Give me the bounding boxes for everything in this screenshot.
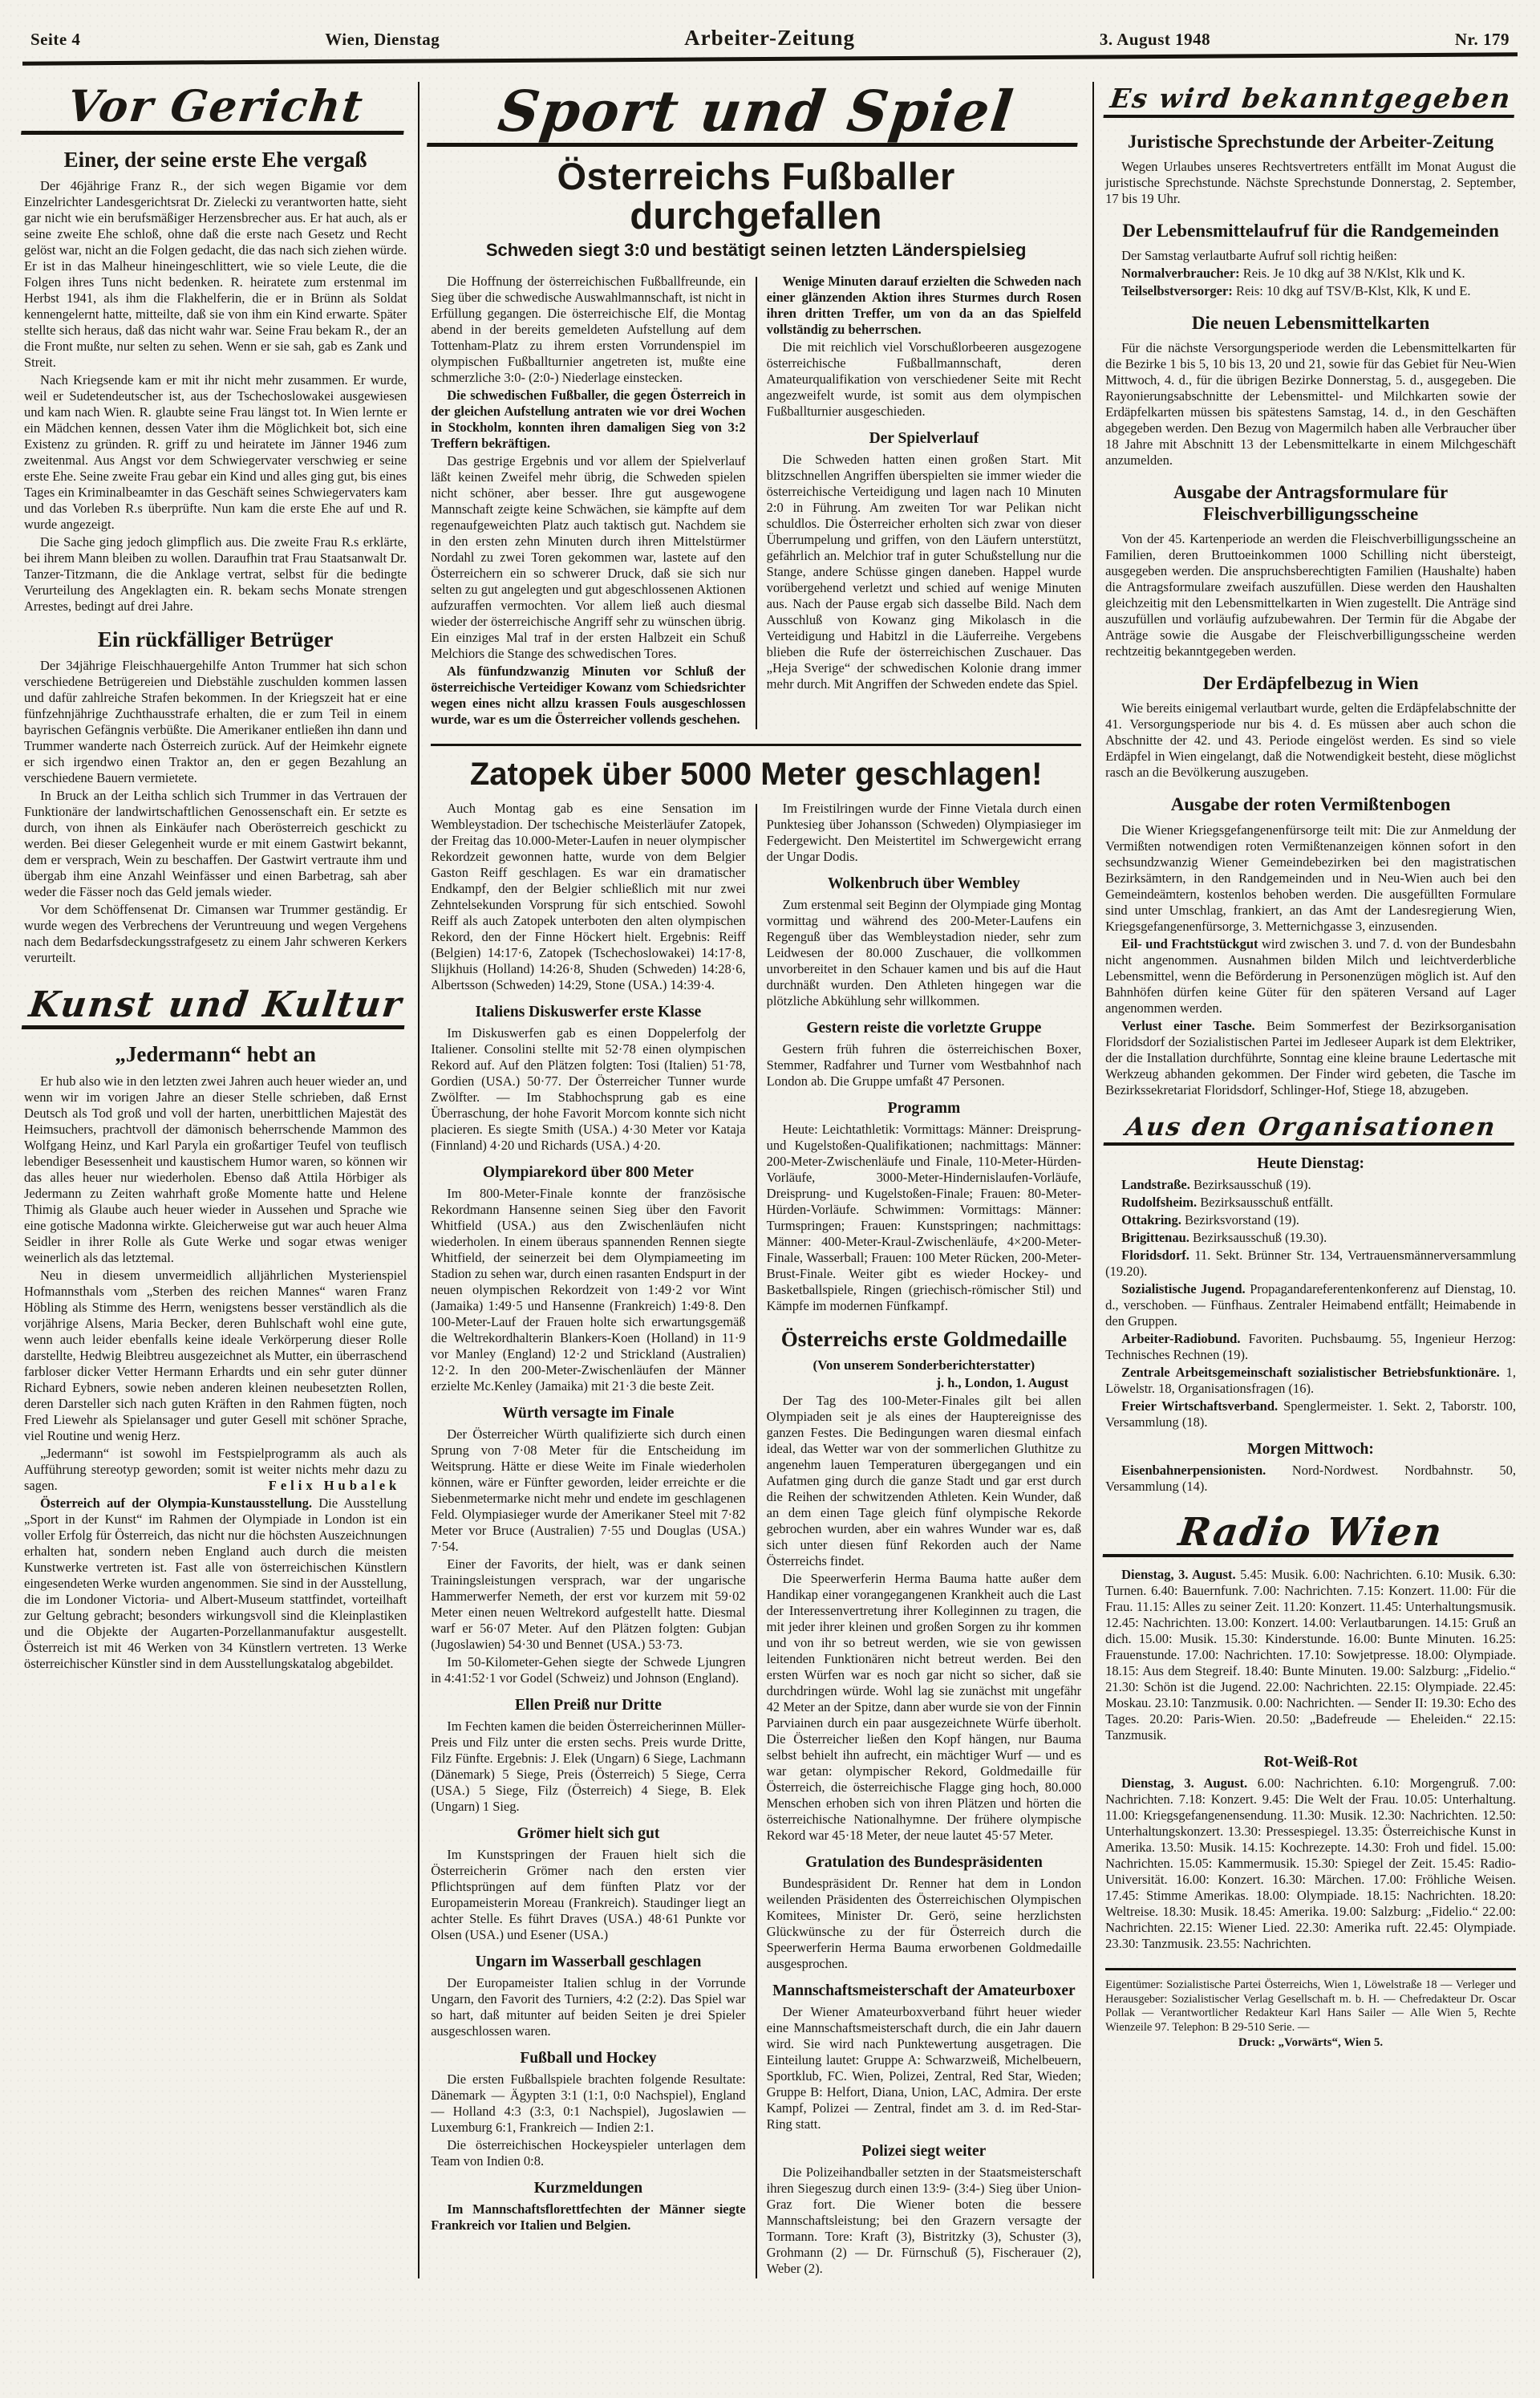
section-subhead: Italiens Diskuswerfer erste Klasse [475,1004,702,1021]
article-paragraph: Floridsdorf. 11. Sekt. Brünner Str. 134, Vertrauensmännerversammlung (19.20). [1105,1248,1516,1280]
announcements-column [1094,82,1518,2278]
section-heading-radio-wien: Radio Wien [1103,1512,1519,1557]
article-paragraph: Von der 45. Kartenperiode an werden die Fleischverbilligungsscheine an Familien, deren Bruttoeinkommen 1000 Schilling nicht übersteigt, ausgegeben werden. Die anspruchsberechtigten Familien (Haushalte) haben die Antragsformulare zweifach auszufüllen. Diese werden den Haushalten gleichzeitig mit den Lebensmittelkarten in Wien zugestellt. Die Anträge sind auszufüllen und vorläufig aufzubewahren. Der Termin für die Abgabe der Anträge sowie die Ausgabe der Fleischverbilligungsscheine werden rechtzeitig bekanntgegeben werden. [1105,531,1516,659]
court-articles [24,148,407,966]
article-paragraph: Auch Montag gab es eine Sensation im Wembleystadion. Der tschechische Meisterläufer Zatopek, der Freitag das 10.000-Meter-Laufen in neuer olympischer Rekordzeit gewonnen hatte, wurde von dem Belgier Gaston Reiff geschlagen. Es war ein dramatischer Endkampf, den der Belgier schließlich mit nur zwei Zehntelsekunden Vorsprung für sich entschied. Sowohl Reiff als auch Zatopek unterboten den alten olympischen Rekord, den der Finne Höckert hielt. Ergebnis: Reiff (Belgien) 14:17·6, Zatopek (Tschechoslowakei) 14:17·8, Slijkhuis (Holland) 14:26·8, Shuden (Schweden) 14:28·6, Albertsson (Schweden) 14:29, Stone (USA.) 14:39·4. [431,801,746,993]
masthead-date: 3. August 1948 [1099,30,1211,49]
article-paragraph: Bundespräsident Dr. Renner hat dem in London weilenden Präsidenten des Österreichischen Olympischen Komitees, Minister Dr. Gerö, seine herzlichsten Glückwünsche zu der für Österreich durch die Speerwerferin Herma Bauma erworbenen Goldmedaille ausgesprochen. [766,1876,1082,1972]
section-subhead: Gratulation des Bundespräsidenten [804,1854,1043,1872]
court-culture-column [22,82,418,2278]
masthead-place-day: Wien, Dienstag [325,30,440,49]
announcement-headline: Ausgabe der roten Vermißtenbogen [1170,794,1451,815]
dateline: j. h., London, 1. August [936,1375,1069,1391]
section-subhead: Wolkenbruch über Wembley [827,875,1020,893]
article-paragraph: Im Diskuswerfen gab es einen Doppelerfolg der Italiener. Consolini stellte mit 52·78 einen olympischen Rekord auf. Auf den Plätzen folgten: Tosi (Italien) 51·78, Gordien (USA.) 50·77. Der Österreicher Tunner wurde Zwölfter. — Im Stabhochsprung gab es eine Überraschung, der hohe Favorit Morcom konnte sich nicht placieren. Es siegte Smith (USA.) 4·30 Meter vor Kataja (Finnland) 4·20 und Richards (USA.) 4·20. [431,1025,746,1154]
section-subhead: Olympiarekord über 800 Meter [482,1164,694,1182]
article-paragraph: Die Polizeihandballer setzten in der Staatsmeisterschaft ihren Siegeszug durch einen 13:9- (3:4-) Sieg über Union-Graz fort. Die Wiener boten die bessere Mannschaftsleistung; bei den Grazern versagte der Tormann. Tore: Kraft (3), Bistritzky (3), Schuster (3), Grohmann (2) — Dr. Fürnschuß (5), Fischerauer (2), Weber (2). [766,2165,1082,2277]
imprint [1105,1968,1516,2050]
article-paragraph: Dienstag, 3. August. 5.45: Musik. 6.00: Nachrichten. 6.10: Musik. 6.30: Turnen. 6.40: Bauernfunk. 7.00: Nachrichten. 7.15: Konzert. 11.00: Für die Frau. 11.15: Alles zu seiner Zeit. 11.20: Konzert. 11.45: Unterhaltungsmusik. 12.45: Nachrichten. 13.00: Konzert. 14.00: Verlautbarungen. 14.15: Gruß an dich. 15.00: Musik. 15.30: Kinderstunde. 16.00: Bunte Minuten. 16.25: Frauenstunde. 17.00: Nachrichten. 17.10: Sowjetpresse. 18.00: Olympiade. 18.15: Aus dem Stegreif. 18.40: Bunte Minuten. 19.00: Salzburg: „Fidelio.“ 21.30: Schön ist die Jugend. 22.00: Nachrichten. 22.15: Olympiade. 22.45: Moskau. 23.10: Tanzmusik. 0.00: Nachrichten. — Sender II: 19.30: Echo des Tages. 20.20: Paris-Wien. 20.50: „Badefreude — Eheleiden.“ 22.15: Tanzmusik. [1105,1567,1516,1743]
football-article [431,274,1081,729]
sport-section [419,78,1092,2278]
article-paragraph: Ottakring. Bezirksvorstand (19). [1121,1212,1299,1228]
announcement-headline: Ausgabe der Antragsformulare für Fleischverbilligungsscheine [1173,482,1449,525]
article-paragraph: Die Schweden hatten einen großen Start. Mit blitzschnellen Angriffen überspielten sie immer wieder die österreichische Verteidigung und lagen nach 10 Minuten 2:0 in Führung. Am zweiten Tor war Pelikan nicht schuldlos. Die Österreicher erholten sich zwar von dieser Überrumpelung und griffen, von den Läufern unterstützt, gefährlich an. Melchior traf in guter Schußstellung nur die Stange, andere Schüsse gingen daneben. Happel wurde vorübergehend verletzt und schied auf wenige Minuten aus. Nach der Pause ergab sich dasselbe Bild. Nach dem Ausschluß von Kowanz ging Mikolasch in die Verteidigung und Habitzl in die Läuferreihe. Vergebens blieben die Rufe der österreichischen Zuschauer. Das „Heja Sverige“ der schwedischen Kolonie drang immer mehr durch. Mit Angriffen der Schweden endete das Spiel. [766,452,1082,692]
section-subhead: Gestern reiste die vorletzte Gruppe [806,1020,1042,1037]
imprint-text: Eigentümer: Sozialistische Partei Österreichs, Wien 1, Löwelstraße 18 — Verleger und Herausgeber: Sozialistischer Verlag Gesellschaft m. b. H. — Chefredakteur Dr. Oscar Pollak — Verantwortlicher Redakteur Karl Hans Sailer — Alle Wien 5, Rechte Wienzeile 97. Telephon: B 29-510 Serie. — [1105,1978,1516,2034]
section-subhead: Fußball und Hockey [520,2050,657,2067]
article-paragraph: Im 50-Kilometer-Gehen siegte der Schwede Ljungren in 4:41:52·1 vor Godel (Schweiz) und Johnson (England). [431,1654,746,1686]
section-subhead: Würth versagte im Finale [502,1405,675,1422]
imprint-printer: Druck: „Vorwärts“, Wien 5. [1238,2036,1384,2050]
article-paragraph: Die Speerwerferin Herma Bauma hatte außer dem Handikap einer vorangegangenen Krankheit auch die Last der Interessenvertretung ihrer Kolleginnen zu tragen, die mit jeder ihrer kleinen und großen Sorgen zu ihr kommen und von ihr so betreut werden, wie sie von gewissen leitenden Funktionären nicht betreut werden. Bei den ersten Würfen war es noch gar nicht so sicher, daß sie durchdringen würde. Wohl lag sie zunächst mit ungefähr 42 Meter an der Spitze, dann aber wurde sie von der Finnin Parviainen durch ein paar ausgezeichnete Würfe überholt. Die Österreicher ließen den Kopf hängen, nur Bauma selbst behielt ihn aufrecht, ein mächtiger Wurf — und es war getan: olympischer Rekord, Goldmedaille für Österreich, die österreichische Flagge ging hoch, 80.000 Menschen erhoben sich von ihren Plätzen und hörten die österreichische Nationalhymne. Der frühere olympische Rekord war 45·18 Meter, der neue lautet 45·57 Meter. [766,1571,1082,1844]
article-paragraph: Der Europameister Italien schlug in der Vorrunde Ungarn, den Favorit des Turniers, 4:2 (2:2). Das Spiel war so hart, daß mitunter auf beiden Seiten je drei Spieler ausgeschlossen waren. [431,1975,746,2039]
article-paragraph: Im Kunstspringen der Frauen hielt sich die Österreicherin Grömer nach den ersten vier Pflichtsprüngen auf dem fünften Platz vor der Europameisterin Moreau (Frankreich). Staudinger liegt an achter Stelle. Es führt Draves (USA.) 48·61 Punkte vor Olsen (USA.) und Esener (USA.) [431,1847,746,1943]
section-subhead: Heute Dienstag: [1257,1155,1364,1173]
page-content [22,78,1518,2278]
section-subhead: Grömer hielt sich gut [517,1825,660,1843]
article-paragraph: Der Österreicher Würth qualifizierte sich durch einen Sprung von 7·08 Meter für die Entscheidung im Weitsprung. Hätte er diese Weite im Finale wiederholen können, wäre er Fünfter geworden, leider erreichte er die Siebenmetermarke nicht mehr und endete im geschlagenen Feld. Olympiasieger wurde der Amerikaner Steel mit 7·82 Meter vor Bruce (Australien) 7·55 und Douglas (USA.) 7·54. [431,1426,746,1555]
football-column-left [431,274,755,729]
announcement-articles [1105,131,1516,1098]
article-paragraph: Für die nächste Versorgungsperiode werden die Lebensmittelkarten für die Bezirke 1 bis 5, 10 bis 13, 20 und 21, sowie für das Gebiet für Neu-Wien Mittwoch, 4. d., für die übrigen Bezirke Donnerstag, 5. d., ausgegeben. Die Rayonierungsabschnitte der Lebensmittel- und Milchkarten sowie der Erdäpfelkarten müssen bis spätestens Samstag, 14. d., in den Geschäften abgegeben werden. Den Bezug von Magermilch haben alle Verbraucher über 18 Jahre mit Abschnitt 13 der Lebensmittelkarte in einem Milchgeschäft anzumelden. [1105,340,1516,469]
article-paragraph: Arbeiter-Radiobund. Favoriten. Puchsbaumg. 55, Ingenieur Herzog: Technisches Rechnen (19). [1105,1331,1516,1363]
article-paragraph: Die ersten Fußballspiele brachten folgende Resultate: Dänemark — Ägypten 3:1 (1:1, 0:0 Nachspiel), England — Holland 4:3 (3:3, 0:1 Nachspiel), Jugoslawien — Luxemburg 6:1, Frankreich — Indien 2:1. [431,2071,746,2136]
section-subhead: Mannschaftsmeisterschaft der Amateurboxer [772,1982,1076,2000]
section-subhead: Der Spielverlauf [869,430,979,448]
article-paragraph: Dienstag, 3. August. 6.00: Nachrichten. 6.10: Morgengruß. 7.00: Nachrichten. 7.18: Konzert. 9.45: Die Welt der Frau. 10.05: Unterhaltung. 11.00: Kriegsgefangenensendung. 11.30: Musik. 12.30: Nachrichten. 12.50: Unterhaltungskonzert. 13.30: Pressespiegel. 13.35: Österreichische Kunst in Amerika. 13.50: Musik. 14.15: Kochrezepte. 14.30: Froh und fidel. 15.00: Nachrichten. 15.05: Kammermusik. 15.30: Spiegel der Zeit. 15.45: Radio-Universität. 16.00: Konzert. 16.30: Märchen. 17.00: Fröhliche Weisen. 17.45: Stimme Amerikas. 18.00: Olympiade. 18.15: Nachrichten. 18.20: Weltreise. 18.30: Musik. 18.45: Amerika. 19.00: Salzburg: „Fidelio.“ 22.00: Nachrichten. 22.15: Wiener Lied. 22.30: Amerika ruft. 22.45: Olympiade. 23.30: Tanzmusik. 23.55: Nachrichten. [1105,1775,1516,1952]
article-headline: Österreichs erste Goldmedaille [780,1327,1068,1352]
section-heading-kunst-und-kultur: Kunst und Kultur [22,987,410,1029]
byline: (Von unserem Sonderberichterstatter) [813,1357,1035,1373]
section-heading-vor-gericht: Vor Gericht [21,83,410,135]
article-paragraph: Sozialistische Jugend. Propagandareferentenkonferenz auf Dienstag, 10. d., verschoben. — Fünfhaus. Zentraler Heimabend entfällt; Heimabende in den Gruppen. [1105,1281,1516,1329]
article-paragraph: Zentrale Arbeitsgemeinschaft sozialistischer Betriebsfunktionäre. 1, Löwelstr. 18, Organisationsfragen (16). [1105,1365,1516,1397]
announcement-headline: Der Lebensmittelaufruf für die Randgemeinden [1122,220,1499,241]
article-paragraph: Die mit reichlich viel Vorschußlorbeeren ausgezogene österreichische Fußballmannschaft, deren Amateurqualifikation von verschiedener Seite mit Recht angezweifelt wurde, ist somit aus dem olympischen Fußballturnier ausgeschieden. [766,339,1082,420]
article-paragraph: Die Sache ging jedoch glimpflich aus. Die zweite Frau R.s erklärte, bei ihrem Mann bleiben zu wollen. Daraufhin trat Frau Staatsanwalt Dr. Tanzer-Titzmann, die die Anklage vertrat, selbst für die bedingte Verurteilung des Angeklagten ein. R. bekam sechs Monate strengen Arrestes, bedingt auf drei Jahre. [24,534,407,614]
article-paragraph: Normalverbraucher: Reis. Je 10 dkg auf 38 N/Klst, Klk und K. [1121,265,1465,281]
article-paragraph: Im Freistilringen wurde der Finne Vietala durch einen Punktesieg über Johansson (Schweden) Olympiasieger im Federgewicht. Den Meistertitel im Schwergewicht errang der Ungar Dodis. [766,801,1082,865]
masthead [22,14,1518,55]
section-subhead: Polizei siegt weiter [861,2143,987,2161]
section-heading-es-wird-bekanntgegeben: Es wird bekanntgegeben [1104,85,1518,118]
section-subhead: Kurzmeldungen [533,2180,643,2197]
article-headline: „Jedermann“ hebt an [115,1042,316,1067]
article-paragraph: Er hub also wie in den letzten zwei Jahren auch heuer wieder an, und wenn wir im vorigen Jahre an dieser Stelle schrieben, daß Ernst Deutsch als Tod groß und voll der harten, unerbittlichen Majestät des Heimsuchers, prachtvoll der dämonisch beherrschende Mammon des Wolfgang Heinz, und Karl Paryla ein großartiger Teufel von teuflisch lebendiger Besessenheit und kaustischem Humor waren, so können wir das alles heuer nur wiederholen. Ebenso daß Attila Hörbiger als Jedermann zu Zeiten wahrhaft große Momente hatte und Helene Thimig als Glaube auch heuer wieder in Aussehen und Sprache wie eine gotische Madonna wirkte. Gleicherweise gut war auch heuer Alma Seidler in ihrer Rolle als Gute Werke und sogar etwas weniger weinerlich als das letztemal. [24,1073,407,1265]
article-paragraph: Brigittenau. Bezirksausschuß (19.30). [1121,1230,1327,1246]
zatopek-headline: Zatopek über 5000 Meter geschlagen! [431,744,1081,791]
article-paragraph: Österreich auf der Olympia-Kunstausstellung. Die Ausstellung „Sport in der Kunst“ im Rahmen der Olympiade in London ist ein voller Erfolg für Österreich, das nicht nur die höchsten Auszeichnungen erhalten hat, sondern neben England auch durch die meisten Kunstwerke vertreten ist. Fast alle von österreichischen Künstlern eingesendeten Werke wurden angenommen. Sie sind in der Ausstellung, die im Londoner Victoria- und Albert-Museum stattfindet, vorteilhaft zur Geltung gebracht; besonders wirkungsvoll sind die Kleinplastiken und die Objekte der Augarten-Porzellanmanufaktur ausgestellt. Österreich ist mit 46 Werken von 34 Künstlern vertreten. 13 Werke österreichischer Künstler sind in dem Ausstellungskatalog abgebildet. [24,1495,407,1671]
article-paragraph: Im Fechten kamen die beiden Österreicherinnen Müller-Preis und Filz unter die ersten sechs. Preis wurde Dritte, Filz Fünfte. Ergebnis: J. Elek (Ungarn) 6 Siege, Lachmann (Dänemark) 5 Siege, Preis (Österreich) 5 Siege, Cerra (USA.) 5 Siege, Filz (Österreich) 4 Siege, B. Elek (Ungarn) 1 Sieg. [431,1718,746,1815]
article-paragraph: Wenige Minuten darauf erzielten die Schweden nach einer glänzenden Aktion ihres Sturmes durch Rosen ihren dritten Treffer, um von da an das Spielfeld vollständig zu beherrschen. [766,274,1082,338]
football-subhead: Schweden siegt 3:0 und bestätigt seinen letzten Länderspielsieg [485,240,1027,261]
announcement-headline: Juristische Sprechstunde der Arbeiter-Zeitung [1127,131,1494,152]
football-column-right [757,274,1081,729]
section-subhead: Morgen Mittwoch: [1247,1441,1374,1459]
article-paragraph: Vor dem Schöffensenat Dr. Cimansen war Trummer geständig. Er wurde wegen des Verbrechens der Veruntreuung und wegen Vergehens nach dem Bedarfsdeckungsstrafgesetz zu einem Jahr schweren Kerkers verurteilt. [24,902,407,966]
article-paragraph: Der Samstag verlautbarte Aufruf soll richtig heißen: [1121,247,1397,263]
article-paragraph: Wegen Urlaubes unseres Rechtsvertreters entfällt im Monat August die juristische Sprechstunde. Nächste Sprechstunde Donnerstag, 2. September, 17 bis 19 Uhr. [1105,158,1516,206]
article-paragraph: Der Wiener Amateurboxverband führt heuer wieder eine Mannschaftsmeisterschaft durch, die ein Jahr dauern wird. Sie wird nach Punktewertung ausgetragen. Die Einteilung lautet: Gruppe A: Schwarzweiß, Michelbeuern, Sportklub, FC. Wien, Polizei, Zentral, Red Star, Wieden; Gruppe B: Helfort, Diana, Union, LAC, Admira. Der erste Kampf, Polizei — Zentral, findet am 3. d. im Red-Star-Ring statt. [766,2004,1082,2132]
section-heading-sport-und-spiel: Sport und Spiel [427,82,1085,147]
article-paragraph: Der 46jährige Franz R., der sich wegen Bigamie vor dem Einzelrichter Landesgerichtsrat Dr. Zielecki zu verantworten hatte, sieht gar nicht wie ein berufsmäßiger Herzensbrecher aus. Er hat auch, als er seine zweite Ehe schloß, ohne daß die erste nach Gesetz und Recht gelöst war, nicht an die Folgen gedacht, die das nach sich ziehen würde. Er ist in das Malheur hineingeschlittert, wie so viele Leute, die die Folgen ihres Tuns nicht bedenken. R. heiratete zum erstenmal im Herbst 1941, als ihm die Flakhelferin, die er in Brünn als Soldat kennengelernt hatte, mitteilte, daß sie von ihm ein Kind erwarte. Später stellte sich heraus, daß das nicht wahr war. Seine Frau bekam R., der an die Front mußte, nur selten zu sehen. Wenn er sie sah, gab es Zank und Streit. [24,177,407,370]
article-paragraph: Die Hoffnung der österreichischen Fußballfreunde, ein Sieg über die schwedische Auswahlmannschaft, ist nicht in Erfüllung gegangen. Die österreichische Elf, die Montag abend in der bereits gemeldeten Aufstellung auf dem Tottenham-Platz zu ihrem ersten Vorrundenspiel im olympischen Fußballturnier angetreten ist, mußte eine schmerzliche 3:0- (2:0-) Niederlage einstecken. [431,274,746,386]
article-paragraph: Freier Wirtschaftsverband. Spenglermeister. 1. Sekt. 2, Taborstr. 100, Versammlung (18). [1105,1398,1516,1430]
article-paragraph: Der Tag des 100-Meter-Finales gilt bei allen Olympiaden seit je als eines der Hauptereignisse des ganzen Festes. Die Bedingungen waren diesmal einfach ideal, das Wetter war von der sommerlichen Gluthitze zu angenehm lauen Temperaturen übergegangen und ein Aufatmen ging durch die ganze Stadt und gar erst durch die Reihen der schwitzenden Athleten. Kein Wunder, daß an dem einen Tage gleich fünf olympische Rekorde gebrochen wurden, aber ein wahres Wunder war es, daß sich unter diesen fünf Rekorden auch der Name Österreichs findet. [766,1393,1082,1569]
article-paragraph: Wie bereits einigemal verlautbart wurde, gelten die Erdäpfelabschnitte der 41. Versorgungsperiode nur bis 4. d. Es müssen aber auch schon die Abschnitte der 42. und 43. Periode eingelöst werden. Es sind so viele Erdäpfel in Wien eingelangt, daß die Notwendigkeit besteht, diese möglichst rasch an die Bevölkerung auszugeben. [1105,700,1516,781]
organisation-listings [1105,1155,1516,1495]
article-paragraph: „Jedermann“ ist sowohl im Festspielprogramm als auch als Aufführung stereotyp geworden; somit ist weiter nichts mehr dazu zu sagen. Felix Hubalek [24,1445,407,1493]
section-heading-aus-den-organisationen: Aus den Organisationen [1104,1114,1518,1146]
signature: Felix Hubalek [268,1477,401,1493]
article-headline: Ein rückfälliger Betrüger [97,627,334,651]
announcement-headline: Der Erdäpfelbezug in Wien [1202,673,1419,694]
radio-program [1105,1567,1516,1952]
football-headline: Österreichs Fußballer durchgefallen [557,154,955,237]
article-paragraph: Landstraße. Bezirksausschuß (19). [1121,1177,1311,1193]
article-headline: Einer, der seine erste Ehe vergaß [63,147,367,172]
article-paragraph: Eisenbahnerpensionisten. Nord-Nordwest. Nordbahnstr. 50, Versammlung (14). [1105,1463,1516,1495]
article-paragraph: Eil- und Frachtstückgut wird zwischen 3. und 7. d. von der Bundesbahn nicht angenommen. Ausnahmen bilden Milch und leichtverderbliche Lebensmittel, wenn die Beförderung in Personenzügen möglich ist. Auf den Bahnhöfen dürfen keine Güter für den späteren Versand auf Lager angenommen werden. [1105,935,1516,1016]
article-paragraph: Heute: Leichtathletik: Vormittags: Männer: Dreisprung- und Kugelstoßen-Qualifikationen; nachmittags: Männer: 200-Meter-Zwischenläufe und Finale, 110-Meter-Hürden-Vorläufe, 3000-Meter-Hindernislaufen-Vorläufe, Dreisprung- und Kugelstoßen-Finale; Frauen: 80-Meter-Hürden-Vorläufe. Schwimmen: Vormittags: Männer: Turmspringen; Frauen: Kunstspringen; nachmittags: Männer: 400-Meter-Kraul-Zwischenläufe, 4×200-Meter-Finale, Wasserball; Frauen: 100 Meter Rücken, 200-Meter-Brust-Finale. Weiter gibt es wieder Hockey- und Basketballspiele, Ringen (griechisch-römischer Stil) und Kämpfe im modernen Fünfkampf. [766,1122,1082,1314]
section-subhead: Ellen Preiß nur Dritte [515,1697,662,1714]
article-paragraph: Einer der Favorits, der hielt, was er dank seinen Trainingsleistungen versprach, war der ungarische Hammerwerfer Nemeth, der erst vor kurzem mit 59·02 Meter einen neuen Weltrekord aufgestellt hatte. Diesmal warf er 56·07 Meter. Auf den Plätzen folgten: Gubjan (Jugoslawien) 54·30 und Bennet (USA.) 53·73. [431,1556,746,1653]
culture-articles [24,1042,407,1671]
issue-number: Nr. 179 [1454,30,1510,49]
section-subhead: Programm [887,1100,961,1118]
article-paragraph: Die schwedischen Fußballer, die gegen Österreich in der gleichen Aufstellung antraten wie vor drei Wochen in Stockholm, konnten ihren damaligen Sieg von 3:2 Treffern bekräftigen. [431,387,746,452]
masthead-title: Arbeiter-Zeitung [684,26,856,50]
article-paragraph: Die österreichischen Hockeyspieler unterlagen dem Team von Indien 0:8. [431,2137,746,2169]
article-paragraph: In Bruck an der Leitha schlich sich Trummer in das Vertrauen der Funktionäre der landwirtschaftlichen Genossenschaft ein. Er setzte es durch, von ihnen als Einkäufer nach Oberösterreich geschickt zu werden. Bei dieser Gelegenheit wurde er mit einem Gastwirt bekannt, dem er versprach, Wein zu beschaffen. Der Gastwirt vertraute ihm und übergab ihm eine Anzahl Weinfässer und einen Barbetrag, sah aber weder die Fässer noch das Geld jemals wieder. [24,788,407,900]
olympics-report [431,801,1081,2278]
article-paragraph: Als fünfundzwanzig Minuten vor Schluß der österreichische Verteidiger Kowanz vom Schiedsrichter wegen eines nicht allzu krassen Fouls ausgeschlossen wurde, war es um die Österreicher vollends geschehen. [431,663,746,728]
page-number: Seite 4 [30,30,81,49]
article-paragraph: Gestern früh fuhren die österreichischen Boxer, Stemmer, Radfahrer und Turner vom Westbahnhof nach London ab. Die Gruppe umfaßt 47 Personen. [766,1041,1082,1089]
article-paragraph: Nach Kriegsende kam er mit ihr nicht mehr zusammen. Er wurde, weil er Sudetendeutscher ist, aus der Tschechoslowakei ausgewiesen und kam nach Wien. R. glaubte seine Frau längst tot. In Wien lernte er ein Mädchen kennen, dessen Vater ihm die Möglichkeit bot, sich eine Existenz zu gründen. R. griff zu und heiratete im Jänner 1946 zum zweitenmal. Aus Angst vor dem Schwiegervater verschwieg er seine erste Ehe. Seine zweite Frau gebar ein Kind und alles ging gut, bis eines Tages ein Kriminalbeamter in das Geschäft seines Schwiegervaters kam und das Vorleben R.s überprüfte. Nun kam die erste Ehe auf und R. wurde angezeigt. [24,371,407,532]
article-paragraph: Rudolfsheim. Bezirksausschuß entfällt. [1121,1195,1334,1211]
article-paragraph: Teilselbstversorger: Reis: 10 dkg auf TSV/B-Klst, Klk, K und E. [1121,282,1471,298]
article-paragraph: Zum erstenmal seit Beginn der Olympiade ging Montag vormittag und während des 200-Meter-Laufens ein Regenguß über das Wembleystadion nieder, sehr zum Leidwesen der 80.000 Zuschauer, die vollkommen unvorbereitet in den Schauer kamen und bis auf die Haut durchnäßt wurden. Den Athleten hingegen war die plötzliche Abkühlung sehr willkommen. [766,897,1082,1009]
article-paragraph: Die Wiener Kriegsgefangenenfürsorge teilt mit: Die zur Anmeldung der Vermißten notwendigen roten Vermißtenanzeigen können sofort in den sechsundzwanzig Wiener Gemeindebezirken bei den magistratischen Bezirksämtern, in den Randgemeinden und in Neu-Wien auch bei den Gemeindeämtern, kostenlos behoben werden. Die ausgefüllten Formulare sind unter Umschlag, frankiert, an das Amt der Landesregierung Wien, Kriegsgefangenenfürsorge, 3. Metternichgasse 3, einzusenden. [1105,822,1516,934]
olympics-column-left [431,801,755,2278]
article-paragraph: Im Mannschaftsflorettfechten der Männer siegte Frankreich vor Italien und Belgien. [431,2201,746,2234]
article-paragraph: Im 800-Meter-Finale konnte der französische Rekordmann Hansenne seinen Sieg über den Favorit Whitfield (USA.) aus den Zwischenläufen nicht wiederholen. In einem überaus spannenden Rennen siegte Whitfield, der seinerzeit bei dem Olympiameeting im Stadion zu sehen war, durch einen rasanten Endspurt in der neuen olympischen Rekordzeit von 1:49·2 vor Wint (Jamaika) 1:49·5 und Hansenne (Frankreich) 1:49·8. Den 100-Meter-Lauf der Frauen holte sich erwartungsgemäß die Weltrekordhalterin Blankers-Koen (Holland) in 11·9 vor Manley (England) 12·2 und Strickland (Australien) 12·2. In den 200-Meter-Zwischenläufen der Männer erzielte Mc.Kenley (Jamaika) mit 21·3 die beste Zeit. [431,1186,746,1394]
section-subhead: Rot-Weiß-Rot [1263,1754,1358,1771]
section-subhead: Ungarn im Wasserball geschlagen [475,1954,702,1971]
announcement-headline: Die neuen Lebensmittelkarten [1191,312,1430,333]
article-paragraph: Das gestrige Ergebnis und vor allem der Spielverlauf läßt keinen Zweifel mehr übrig, die Schweden spielen nicht schöner, aber besser. Ihre gut ausgewogene Mannschaft zeigte keine Schwächen, sie kämpfte auf dem regenaufgeweichten Platz auch taktisch gut. Nachdem sie in den ersten zehn Minuten durch ihren Mittelstürmer Nordahl zu zwei Toren gekommen war, lastete auf den Österreichern ein so schwerer Druck, daß sie sich nur selten zu gut angelegten und gut abgeschlossenen Aktionen aufzuraffen vermochten. Vor allem ließ auch diesmal wieder der österreichische Angriff sehr zu wünschen übrig. Ein einziges Mal traf in der ersten Halbzeit ein Schuß Melchiors die Stange des schwedischen Tores. [431,453,746,662]
article-paragraph: Verlust einer Tasche. Beim Sommerfest der Bezirksorganisation Floridsdorf der Sozialistischen Partei im Jedleseer Aupark ist dem Elektriker, der die Installation durchführte, Sonntag eine kleine braune Ledertasche mit Werkzeug abhanden gekommen. Der Finder wird gebeten, die Tasche im Bezirkssekretariat Floridsdorf, Schlinger-Hof, Stiege 18, abzugeben. [1105,1017,1516,1098]
article-paragraph: Neu in diesem unvermeidlich alljährlichen Mysterienspiel Hofmannsthals vom „Sterben des reichen Mannes“ waren Franz Höbling als Stimme des Herrn, wenigstens besser verständlich als die vorjährige Alsens, Maria Becker, deren Buhlschaft wohl eine gute, wenn auch leider ebenfalls keine ideale Verkörperung dieser Rolle darstellte, Hedwig Bleibtreu ausgezeichnet als Mutter, ein überraschend farbloser dicker Vetter Hermann Erhardts und ein sehr guter dünner Richard Eybners, sowie neben anderen kleinen neubesetzten Rollen, deren Darsteller sich nach guten Kräften in den Rahmen fügten, noch Fred Liewehr als Spielansager und guter Gesell mit schöner Sprache, viel Routine und wenig Herz. [24,1267,407,1443]
olympics-column-right [757,801,1081,2278]
article-paragraph: Der 34jährige Fleischhauergehilfe Anton Trummer hat sich schon verschiedene Betrügereien und Diebstähle zuschulden kommen lassen und dafür zahlreiche Strafen bekommen. In der Kriegszeit hat er eine fünfzehnjährige Zuchthausstrafe erhalten, die er zum Teil in einem bayrischen Gefängnis verbüßte. Die Amerikaner entließen ihn dann und Trummer wanderte nach Österreich zurück. Auf der Heimkehr eignete er sich irgendwo einen Traktor an, den er gegen Bezahlung an verschiedene Bauern vermietete. [24,658,407,786]
